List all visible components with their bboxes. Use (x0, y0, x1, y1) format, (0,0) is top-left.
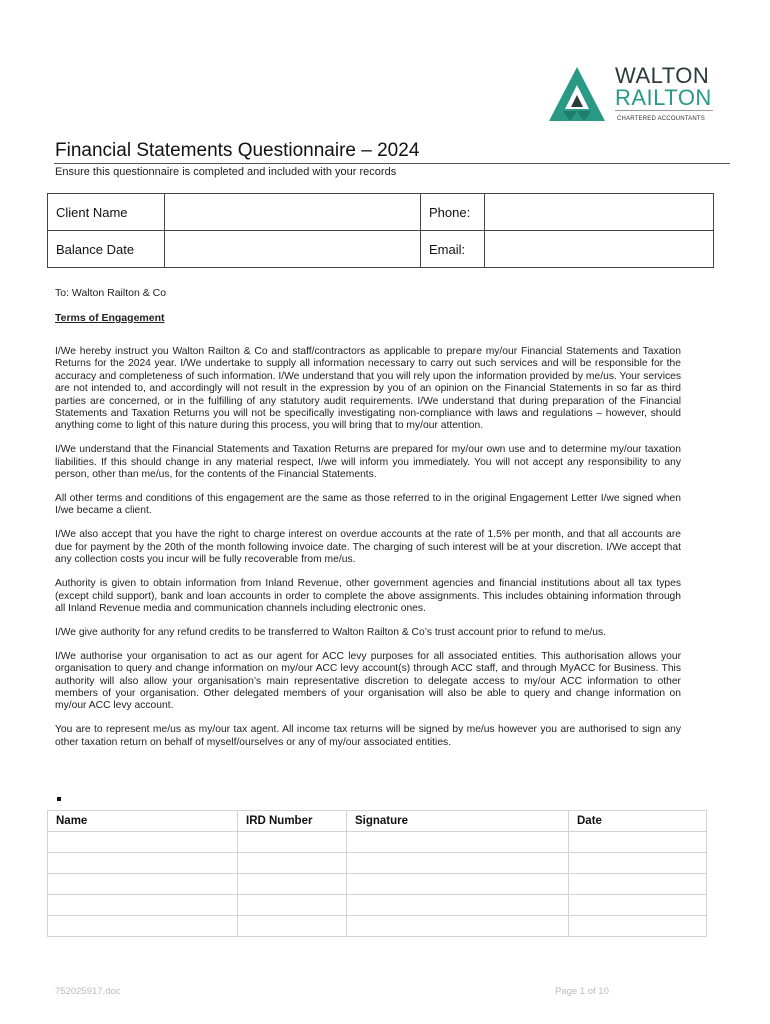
date-cell[interactable] (569, 853, 707, 874)
document-id: 752025917.doc (55, 986, 121, 997)
logo-subtitle: CHARTERED ACCOUNTANTS (617, 116, 705, 122)
email-field[interactable] (485, 231, 714, 268)
signature-cell[interactable] (347, 916, 569, 937)
page-subtitle: Ensure this questionnaire is completed and included with your records (55, 166, 397, 178)
email-label: Email: (421, 231, 485, 268)
phone-field[interactable] (485, 194, 714, 231)
date-cell[interactable] (569, 895, 707, 916)
paragraph: I/We hereby instruct you Walton Railton & Co and staff/contractors as applicable to prepare my/our Financial Statements and Taxation Returns for the 2024 year. I/We undertake to supply all information necessary to carry out such services and will be responsible for the accuracy and completeness of such information. I/We understand that you will rely upon the information provided by me/us. Your services are not intended to, and accordingly will not result in the expression by you of an opinion on the Financial Statements in so far as third parties are concerned, or in the fulfilling of any statutory audit requirements. I/We understand that during preparation of the Financial Statements and Taxation Returns you will not be specifically investigating non-compliance with laws and regulations – however, should anything come to light of this nature during this process, you will bring that to my/our attention. (55, 346, 681, 432)
client-name-label: Client Name (48, 194, 165, 231)
company-logo (547, 65, 717, 127)
name-cell[interactable] (48, 895, 238, 916)
name-cell[interactable] (48, 853, 238, 874)
signature-cell[interactable] (347, 832, 569, 853)
name-cell[interactable] (48, 916, 238, 937)
ird-number-cell[interactable] (238, 832, 347, 853)
table-row (48, 832, 707, 853)
signature-header-row (48, 811, 707, 832)
column-header-name: Name (48, 811, 238, 832)
addressee: To: Walton Railton & Co (55, 287, 167, 299)
balance-date-row (48, 231, 714, 268)
title-divider (54, 163, 730, 164)
logo-line-2: RAILTON (615, 85, 712, 110)
date-cell[interactable] (569, 832, 707, 853)
name-cell[interactable] (48, 874, 238, 895)
ird-number-cell[interactable] (238, 895, 347, 916)
signature-cell[interactable] (347, 895, 569, 916)
paragraph: I/We understand that the Financial Statements and Taxation Returns are prepared for my/our own use and to determine my/our taxation liabilities. If this should change in any material respect, I/we will inform you immediately. You will not accept any responsibility to any person, other than me/us, for the contents of the Financial Statements. (55, 444, 681, 481)
table-row (48, 874, 707, 895)
name-cell[interactable] (48, 832, 238, 853)
ird-number-cell[interactable] (238, 874, 347, 895)
page-number: Page 1 of 10 (555, 986, 609, 997)
terms-heading: Terms of Engagement (55, 312, 165, 324)
client-name-row (48, 194, 714, 231)
phone-label: Phone: (421, 194, 485, 231)
logo-divider (615, 110, 713, 111)
paragraph: I/We give authority for any refund credits to be transferred to Walton Railton & Co’s trust account prior to refund to me/us. (55, 626, 606, 638)
paragraph: You are to represent me/us as my/our tax agent. All income tax returns will be signed by me/us however you are authorised to sign any other taxation return on behalf of myself/ourselves or any of my/our associated entities. (55, 724, 681, 748)
date-cell[interactable] (569, 874, 707, 895)
table-row (48, 916, 707, 937)
signature-cell[interactable] (347, 853, 569, 874)
client-name-field[interactable] (165, 194, 421, 231)
date-cell[interactable] (569, 916, 707, 937)
paragraph: Authority is given to obtain information from Inland Revenue, other government agencies and financial institutions about all tax types (except child support), bank and loan accounts in order to complete the above assignments. This includes obtaining information through all Inland Revenue media and communication channels including electronic ones. (55, 578, 681, 614)
column-header-signature: Signature (347, 811, 569, 832)
column-header-ird-number: IRD Number (238, 811, 347, 832)
logo-triangle-icon (547, 65, 607, 123)
signature-cell[interactable] (347, 874, 569, 895)
bullet-icon (57, 797, 61, 801)
table-row (48, 895, 707, 916)
table-row (48, 853, 707, 874)
signature-table (47, 810, 707, 937)
balance-date-field[interactable] (165, 231, 421, 268)
client-info-table (47, 193, 714, 268)
column-header-date: Date (569, 811, 707, 832)
page-title: Financial Statements Questionnaire – 2024 (55, 140, 420, 161)
balance-date-label: Balance Date (48, 231, 165, 268)
paragraph: I/We authorise your organisation to act as our agent for ACC levy purposes for all associated entities. This authorisation allows your organisation to query and change information on my/our ACC levy account(s) through ACC staff, and through MyACC for Business. This authority will also allow your organisation’s main representative discretion to delegate access to my/our ACC information to other members of your organisation. Other delegated members of your organisation will also be able to query and change information on my/our ACC levy account. (55, 650, 681, 712)
logo-line-1: WALTON (615, 63, 710, 88)
ird-number-cell[interactable] (238, 853, 347, 874)
terms-body (55, 346, 681, 761)
paragraph: All other terms and conditions of this engagement are the same as those referred to in the original Engagement Letter I/we signed when I/we became a client. (55, 493, 681, 517)
ird-number-cell[interactable] (238, 916, 347, 937)
paragraph: I/We also accept that you have the right to charge interest on overdue accounts at the rate of 1.5% per month, and that all accounts are due for payment by the 20th of the month following invoice date. The charging of such interest will be at your discretion. I/We accept that any collection costs you incur will be fully recoverable from me/us. (55, 529, 681, 566)
